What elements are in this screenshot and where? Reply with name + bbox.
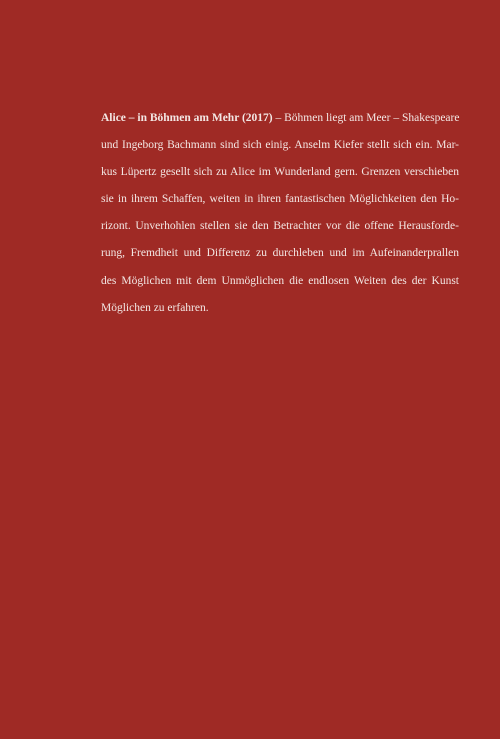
body-text-paragraph bbox=[101, 105, 459, 322]
paragraph-line-6: rung, Fremdheit und Differenz zu durchleben und im Aufeinanderprallen bbox=[101, 247, 459, 260]
paragraph-line-4: sie in ihrem Schaffen, weiten in ihren fantastischen Möglichkeiten den Ho- bbox=[101, 193, 459, 206]
paragraph-line-3: kus Lüpertz gesellt sich zu Alice im Wunderland gern. Grenzen verschieben bbox=[101, 166, 459, 179]
paragraph-line-1 bbox=[101, 105, 459, 132]
artwork-title: Alice – in Böhmen am Mehr (2017) bbox=[101, 112, 273, 124]
paragraph-line-2: und Ingeborg Bachmann sind sich einig. Anselm Kiefer stellt sich ein. Mar- bbox=[101, 139, 459, 152]
paragraph-line-7: des Möglichen mit dem Unmöglichen die endlosen Weiten des der Kunst bbox=[101, 274, 459, 287]
paragraph-line-8: Möglichen zu erfahren. bbox=[101, 301, 209, 314]
paragraph-line-5: rizont. Unverhohlen stellen sie den Betrachter vor die offene Herausforde- bbox=[101, 220, 459, 233]
line-1-text: – Böhmen liegt am Meer – Shakespeare bbox=[272, 112, 460, 124]
